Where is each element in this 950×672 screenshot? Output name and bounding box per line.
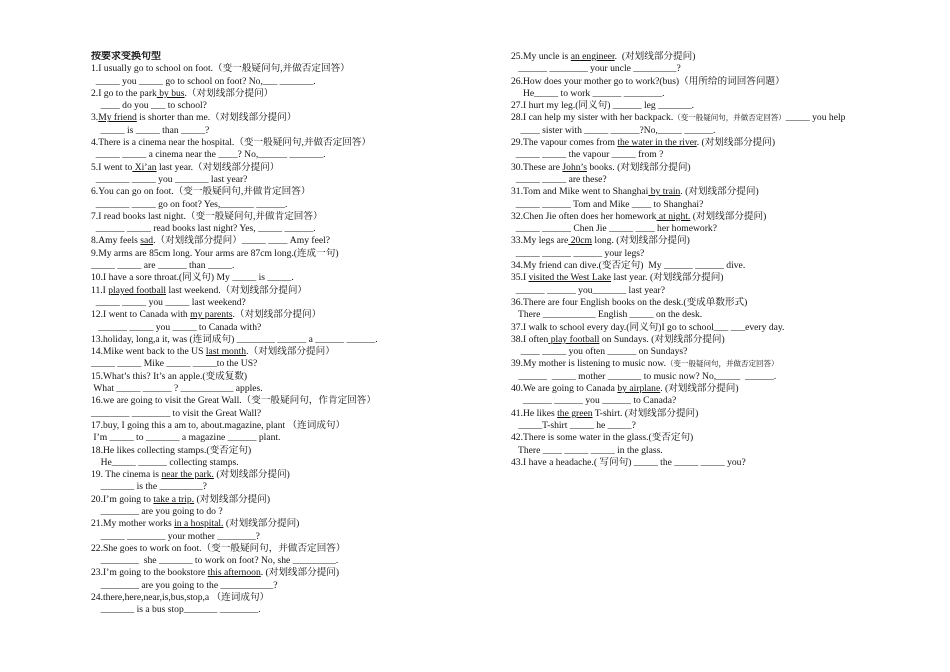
worksheet-line (91, 518, 491, 530)
line-text: There ____ _____ _____ in the glass. (511, 444, 663, 456)
underlined-target-text: play football (548, 333, 600, 345)
line-text: 5.I went to (91, 161, 133, 173)
line-text: ______ ________ your uncle _________? (511, 63, 681, 75)
worksheet-line (91, 346, 491, 358)
line-text: _______ _____ go on foot? Yes,_______ ______. (91, 198, 288, 210)
worksheet-line (91, 531, 491, 543)
line-text: ________ are you going to the ___________? (91, 579, 278, 591)
line-text: ____ sister with _____ ______?No,_____ ______. (511, 124, 716, 136)
line-text: 18.He likes collecting stamps.(变否定句) (91, 444, 252, 456)
line-text: There ___________ English _____ on the desk. (511, 309, 703, 321)
worksheet-line (91, 260, 491, 272)
line-text: _____ ______ Chen Jie _____ ____ her homework? (511, 223, 717, 235)
worksheet-line (511, 432, 916, 444)
worksheet-line (511, 358, 916, 370)
worksheet-line (91, 235, 491, 247)
worksheet-line (511, 174, 916, 186)
line-text: T-shirt. (对划线部分提问) (592, 407, 699, 419)
worksheet-line (511, 100, 916, 112)
worksheet-line (511, 395, 916, 407)
worksheet-line (91, 457, 491, 469)
underlined-target-text: the green (557, 407, 593, 419)
worksheet-line (91, 371, 491, 383)
worksheet-line (511, 322, 916, 334)
worksheet-line (91, 211, 491, 223)
line-text: .（对划线部分提问） (184, 87, 274, 99)
line-text: 20.I’m going to (91, 493, 154, 505)
worksheet-line (91, 125, 491, 137)
line-text: 14.Mike went back to the US (91, 346, 206, 358)
worksheet-line (91, 334, 491, 346)
worksheet-line (511, 51, 916, 63)
worksheet-line (511, 149, 916, 161)
worksheet-line (91, 223, 491, 235)
line-text: （变一般疑问句，并做否定回答） (673, 113, 786, 123)
underlined-target-text: this afternoon (207, 567, 261, 579)
line-text: ______ ______ you_______ last year? (511, 284, 666, 296)
line-text: He_____ to work ______ ________. (511, 87, 665, 99)
line-text: books. (对划线部分提问) (586, 161, 691, 173)
line-text: ______ _____ read books last night? Yes, _____ ______. (91, 223, 316, 235)
worksheet-line (91, 248, 491, 260)
worksheet-line (91, 567, 491, 579)
line-text: 31.Tom and Mike went to Shanghai (511, 186, 649, 198)
worksheet-line (511, 408, 916, 420)
worksheet-line (91, 272, 491, 284)
line-text: _____ ______ Tom and Mike ____ to Shanghai? (511, 198, 704, 210)
line-text: _____T-shirt _____ he _____? (511, 419, 636, 431)
underlined-target-text: in a hospital. (174, 518, 224, 530)
worksheet-line (91, 506, 491, 518)
line-text: 16.we are going to visit the Great Wall.（变一般疑问句，作肯定回答） (91, 395, 376, 407)
line-text: _______ is a bus stop_______ ________. (91, 604, 261, 616)
worksheet-line (91, 174, 491, 186)
line-text: 4.There is a cinema near the hospital.（变一般疑问句,并做否定回答） (91, 137, 372, 149)
line-text: What _____ ______ ? ___________ apples. (91, 383, 263, 395)
worksheet-line (91, 604, 491, 616)
line-text: 7.I read books last night.（变一般疑问句,并做肯定回答） (91, 210, 323, 222)
line-text: .（对划线部分提问） (246, 346, 335, 358)
worksheet-line (91, 285, 491, 297)
right-column (511, 51, 916, 469)
line-text: . (对划线部分提问) (260, 567, 340, 579)
line-text: _______ is the _________? (91, 481, 207, 493)
worksheet-line (91, 432, 491, 444)
worksheet-line (511, 76, 916, 88)
worksheet-line (91, 322, 491, 334)
line-text: ________ she _______ to work on foot? No, she _________. (91, 555, 339, 567)
worksheet-line (511, 125, 916, 137)
line-text: (对划线部分提问) (213, 469, 290, 481)
line-text: 2.I go to the park (91, 87, 157, 99)
worksheet-line (91, 543, 491, 555)
worksheet-line (91, 162, 491, 174)
line-text: _____ ________ your mother ________? (91, 530, 260, 542)
line-text: He_____ ______ collecting stamps. (91, 456, 239, 468)
worksheet-line (91, 395, 491, 407)
worksheet-title: 按要求变换句型 (91, 51, 161, 62)
line-text: 15.What’s this? It’s an apple.(变成复数) (91, 370, 248, 382)
line-text: 35.I (511, 272, 529, 284)
line-text: _____ _____ a cinema near the ____? No,______ _______. (91, 149, 326, 161)
worksheet-line (91, 481, 491, 493)
line-text: last year. (对划线部分提问) (611, 272, 724, 284)
line-text: ________ ________ to visit the Great Wall? (91, 407, 262, 419)
underlined-target-text: My friend (98, 112, 137, 124)
worksheet-line (91, 100, 491, 112)
worksheet-line (91, 445, 491, 457)
worksheet-line (511, 371, 916, 383)
worksheet-line (91, 88, 491, 100)
line-text: 13.holiday, long,a it, was (连词成句) ________ ______ a ______ ______. (91, 333, 378, 345)
left-column (91, 51, 491, 617)
line-text: 24.there,here,near,is,bus,stop,a （连词成句） (91, 592, 270, 604)
line-text: 30.These are (511, 161, 563, 173)
line-text: . (对划线部分提问) (696, 137, 776, 149)
line-text: ____ do you ___ to school? (91, 100, 207, 112)
underlined-target-text: by train (648, 186, 681, 198)
underlined-target-text: my parents (190, 309, 233, 321)
line-text: 43.I have a headache.( 写问句) _____ the _____ _____ you? (511, 456, 746, 468)
line-text: 3. (91, 112, 99, 124)
worksheet-line (511, 63, 916, 75)
worksheet-line (91, 555, 491, 567)
line-text: 8.Amy feels (91, 235, 141, 247)
line-text: 38.I often (511, 333, 549, 345)
line-text: 6.You can go on foot.（变一般疑问句,并做肯定回答） (91, 186, 311, 198)
line-text: .（对划线部分提问） (232, 309, 322, 321)
line-text: ____ _____ you often ______ on Sundays? (511, 346, 688, 358)
worksheet-line (91, 137, 491, 149)
worksheet-line (511, 235, 916, 247)
worksheet-line (91, 494, 491, 506)
worksheet-line (511, 285, 916, 297)
line-text: 28.I can help my sister with her backpack. (511, 112, 674, 124)
line-text: 26.How does your mother go to work?(bus)（用所给的词回答问题） (511, 75, 785, 87)
line-text: long. (对划线部分提问) (592, 235, 690, 247)
line-text: 34.My friend can dive.(变否定句) My ______ ______ dive. (511, 260, 746, 272)
worksheet-line (511, 272, 916, 284)
line-text: . (对划线部分提问) (614, 51, 696, 62)
worksheet-line (91, 63, 491, 75)
worksheet-line (91, 383, 491, 395)
line-text: 21.My mother works (91, 518, 175, 530)
line-text: 10.I have a sore throat.(同义句) My _____ is _____. (91, 272, 294, 284)
line-text: last weekend.（对划线部分提问） (166, 284, 308, 296)
worksheet-line (91, 199, 491, 211)
worksheet-line (91, 309, 491, 321)
line-text: _____ _____ are these? (511, 173, 607, 185)
worksheet-line (511, 137, 916, 149)
line-text: (对划线部分提问) (690, 210, 767, 222)
worksheet-line (91, 358, 491, 370)
worksheet-line (511, 260, 916, 272)
line-text: is shorter than me.（对划线部分提问） (136, 112, 297, 124)
line-text: _______ _____ you _______ last year? (91, 173, 248, 185)
line-text: 29.The vapour comes from (511, 137, 618, 149)
line-text: ______ ______ you ______ to Canada? (511, 395, 677, 407)
line-text: (对划线部分提问) (194, 493, 271, 505)
underlined-target-text: sad (140, 235, 154, 247)
underlined-target-text: by bus (156, 87, 185, 99)
line-text: 9.My arms are 85cm long. Your arms are 87cm long.(连成一句) (91, 247, 339, 259)
worksheet-line (91, 592, 491, 604)
line-text: I’m _____ to _______ a magazine ______ plant. (91, 432, 281, 444)
worksheet-line (91, 76, 491, 88)
line-text: 40.We are going to Canada (511, 383, 618, 395)
worksheet-line (511, 112, 916, 124)
line-text: (对划线部分提问) (223, 518, 300, 530)
worksheet-line (511, 334, 916, 346)
line-text: _____ _____ you _____ last weekend? (91, 296, 246, 308)
worksheet-line (91, 297, 491, 309)
line-text: 33.My legs are (511, 235, 569, 247)
worksheet-line (511, 457, 916, 469)
line-text: _____ _____ Mike _____ _____to the US? (91, 358, 258, 370)
line-text: _____ is _____ than _____? (91, 124, 210, 136)
worksheet-line (511, 309, 916, 321)
worksheet-line (91, 186, 491, 198)
underlined-target-text: by airplane (617, 383, 661, 395)
line-text: last year.（对划线部分提问） (156, 161, 280, 173)
worksheet-line (511, 199, 916, 211)
line-text: （变一般疑问句，并做否定回答） (666, 359, 779, 369)
line-text: .（对划线部分提问）_____ ____ Amy feel? (153, 235, 331, 247)
worksheet-line (511, 223, 916, 235)
worksheet-line (511, 211, 916, 223)
worksheet-line (511, 383, 916, 395)
underlined-target-text: an engineer (570, 51, 615, 62)
line-text: 36.There are four English books on the desk.(变成单数形式) (511, 296, 748, 308)
underlined-target-text: at night. (656, 210, 691, 222)
worksheet-line (511, 297, 916, 309)
line-text: 27.I hurt my leg.(同义句) ______ leg _______. (511, 100, 695, 112)
line-text: _____ _____ are ______ than _____. (91, 260, 235, 272)
line-text: 32.Chen Jie often does her homework (511, 210, 657, 222)
line-text: _____ _____ the vapour _____ from ? (511, 149, 664, 161)
worksheet-line (511, 445, 916, 457)
underlined-target-text: played football (108, 284, 167, 296)
worksheet-line (511, 346, 916, 358)
line-text: 12.I went to Canada with (91, 309, 191, 321)
line-text: . (对划线部分提问) (660, 383, 739, 395)
line-text: on Sundays. (对划线部分提问) (599, 333, 725, 345)
line-text: _____ ______ ______ your legs? (511, 247, 645, 259)
underlined-target-text: 20cm (568, 235, 593, 247)
underlined-target-text: last month (205, 346, 247, 358)
line-text: 41.He likes (511, 407, 558, 419)
line-text: 22.She goes to work on foot.（变一般疑问句，并做否定回答） (91, 542, 346, 554)
line-text: ______ _____ mother _______ to music now? No,_____ ______. (511, 370, 777, 382)
worksheet-line (511, 88, 916, 100)
underlined-target-text: Xi’an (132, 161, 157, 173)
worksheet-line (91, 420, 491, 432)
line-text: 1.I usually go to school on foot.（变一般疑问句,并做否定回答） (91, 63, 350, 75)
line-text: 37.I walk to school every day.(同义句)I go to school___ ___every day. (511, 321, 785, 333)
line-text: 39.My mother is listening to music now. (511, 358, 667, 370)
worksheet-line (511, 248, 916, 260)
worksheet-line (91, 408, 491, 420)
worksheet-line (91, 469, 491, 481)
line-text: _____ you _____ go to school on foot? No,___ _______. (91, 75, 316, 87)
line-text: _____ you help (785, 112, 846, 124)
line-text: 19. The cinema is (91, 469, 162, 481)
worksheet-line (91, 112, 491, 124)
worksheet-line (511, 186, 916, 198)
worksheet-line (511, 162, 916, 174)
line-text: ________ are you going to do ? (91, 505, 223, 517)
worksheet-line (91, 149, 491, 161)
worksheet-line (91, 580, 491, 592)
line-text: 11.I (91, 284, 109, 296)
line-text: 23.I’m going to the bookstore (91, 567, 208, 579)
worksheet-line (511, 420, 916, 432)
underlined-target-text: the water in the river (617, 137, 697, 149)
line-text: ______ _____ you _____ to Canada with? (91, 321, 262, 333)
line-text: 42.There is some water in the glass.(变否定句) (511, 432, 694, 444)
underlined-target-text: near the park. (161, 469, 214, 481)
line-text: 25.My uncle is (511, 51, 571, 62)
underlined-target-text: visited the West Lake (528, 272, 612, 284)
line-text: 17.buy, I going this a am to, about.magazine, plant （连词成句） (91, 419, 346, 431)
underlined-target-text: take a trip. (153, 493, 195, 505)
line-text: . (对划线部分提问) (680, 186, 759, 198)
underlined-target-text: John’s (562, 161, 587, 173)
